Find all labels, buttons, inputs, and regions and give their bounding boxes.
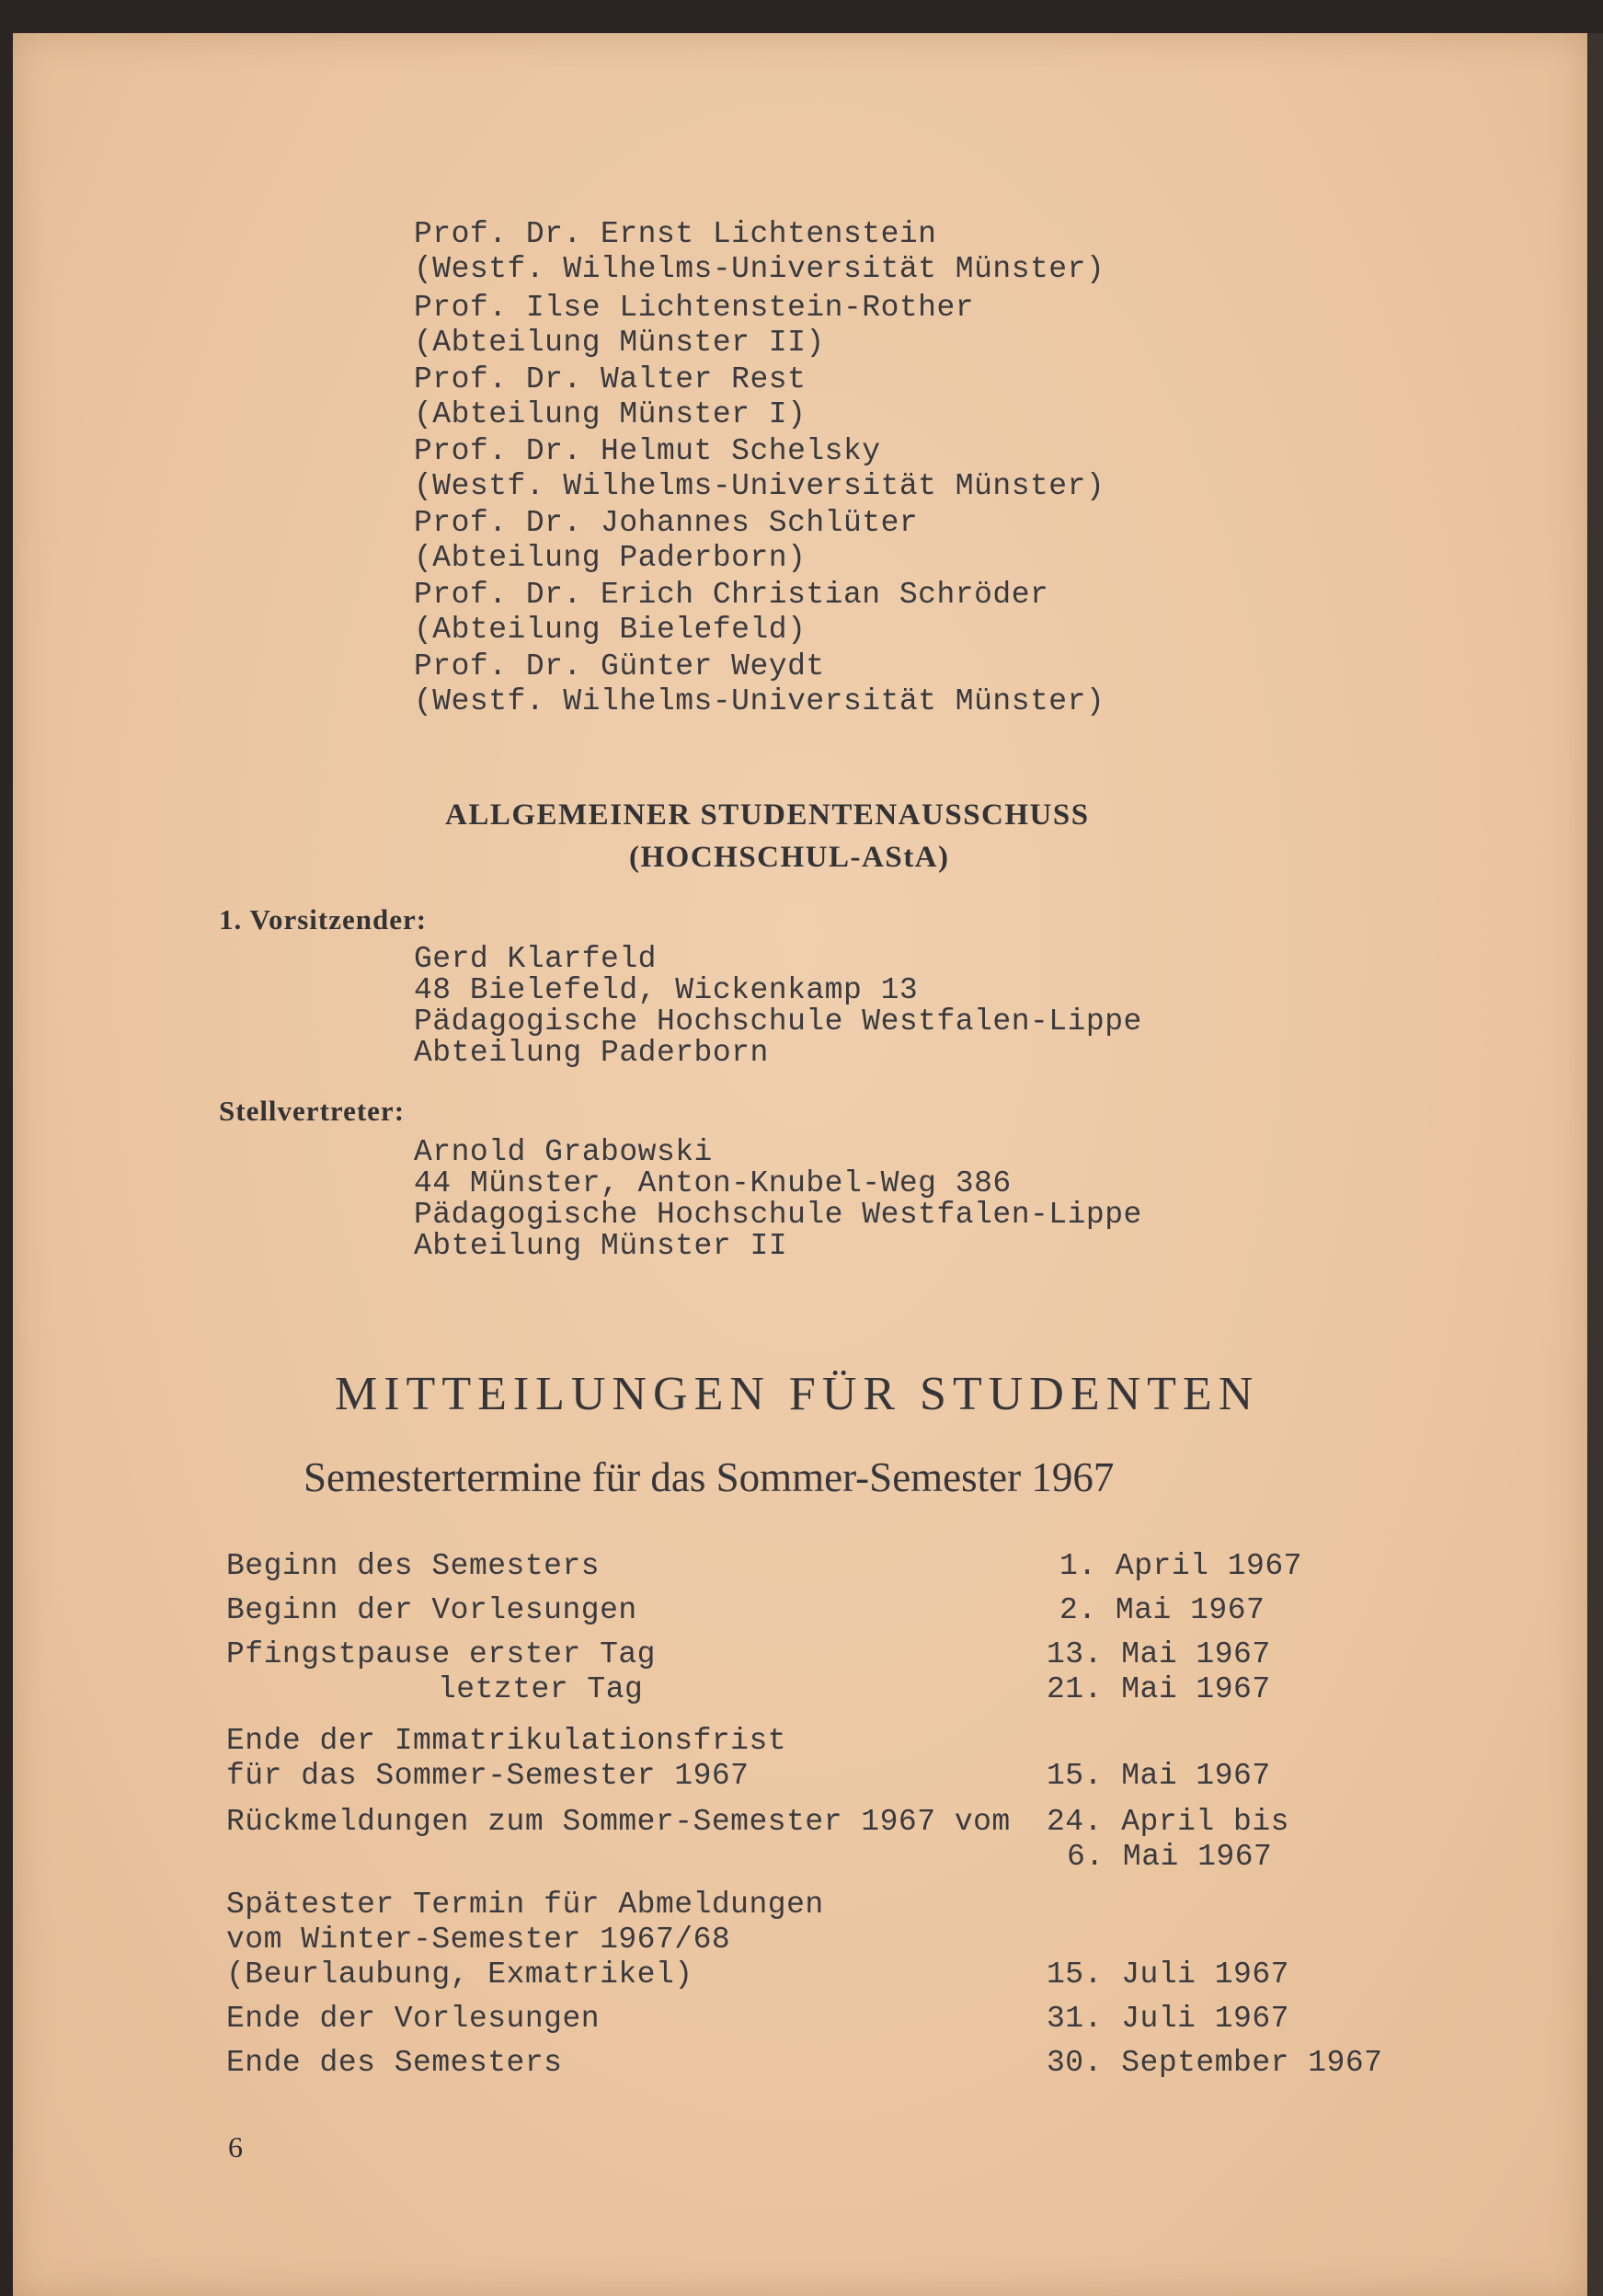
schedule-label: Rückmeldungen zum Sommer-Semester 1967 vom [226,1805,1011,1839]
schedule-date: 24. April bis [1047,1805,1289,1839]
professor-name: Prof. Dr. Ernst Lichtenstein [414,217,937,251]
schedule-label: Ende des Semesters [226,2046,563,2080]
notices-title: MITTEILUNGEN FÜR STUDENTEN [335,1368,1260,1420]
deputy-name: Arnold Grabowski [414,1135,713,1169]
professor-name: Prof. Dr. Erich Christian Schröder [414,578,1049,612]
asta-subtitle: (HOCHSCHUL-AStA) [629,841,950,874]
schedule-label: vom Winter-Semester 1967/68 [226,1923,731,1957]
schedule-date: 31. Juli 1967 [1047,2002,1289,2036]
chair-name: Gerd Klarfeld [414,942,657,976]
schedule-date: 15. Juli 1967 [1047,1957,1289,1992]
schedule-date: 21. Mai 1967 [1047,1672,1271,1706]
page-number: 6 [228,2130,243,2164]
schedule-label: letzter Tag [438,1672,644,1706]
professor-affiliation: (Abteilung Bielefeld) [414,613,807,647]
professor-affiliation: (Westf. Wilhelms-Universität Münster) [414,469,1105,503]
schedule-date: 2. Mai 1967 [1059,1593,1265,1627]
schedule-label: Spätester Termin für Abmeldungen [226,1888,824,1922]
deputy-institution: Pädagogische Hochschule Westfalen-Lippe [414,1198,1142,1232]
deputy-department: Abteilung Münster II [414,1229,788,1263]
chair-label: 1. Vorsitzender: [219,903,428,936]
notices-subtitle: Semestertermine für das Sommer-Semester 1967 [303,1454,1115,1500]
professor-affiliation: (Westf. Wilhelms-Universität Münster) [414,684,1105,718]
professor-name: Prof. Dr. Walter Rest [414,362,807,396]
schedule-label: (Beurlaubung, Exmatrikel) [226,1957,693,1992]
professor-name: Prof. Dr. Johannes Schlüter [414,506,919,540]
document-page [13,33,1587,2296]
schedule-label: für das Sommer-Semester 1967 [226,1759,750,1793]
schedule-label: Pfingstpause erster Tag [226,1637,656,1671]
schedule-date: 1. April 1967 [1059,1549,1302,1583]
professor-name: Prof. Ilse Lichtenstein-Rother [414,291,975,325]
chair-department: Abteilung Paderborn [414,1036,769,1070]
schedule-date: 30. September 1967 [1047,2046,1383,2080]
schedule-label: Ende der Vorlesungen [226,2002,601,2036]
schedule-date: 6. Mai 1967 [1067,1840,1273,1874]
chair-address: 48 Bielefeld, Wickenkamp 13 [414,973,919,1007]
professor-affiliation: (Abteilung Münster I) [414,397,807,431]
asta-title: ALLGEMEINER STUDENTENAUSSCHUSS [445,798,1090,832]
schedule-date: 15. Mai 1967 [1047,1759,1271,1793]
professor-name: Prof. Dr. Helmut Schelsky [414,434,881,468]
deputy-label: Stellvertreter: [219,1095,406,1127]
schedule-date: 13. Mai 1967 [1047,1637,1271,1671]
professor-affiliation: (Westf. Wilhelms-Universität Münster) [414,252,1105,286]
schedule-label: Beginn des Semesters [226,1549,601,1583]
deputy-address: 44 Münster, Anton-Knubel-Weg 386 [414,1166,1012,1200]
schedule-label: Ende der Immatrikulationsfrist [226,1724,787,1758]
chair-institution: Pädagogische Hochschule Westfalen-Lippe [414,1004,1142,1039]
professor-affiliation: (Abteilung Münster II) [414,326,825,360]
professor-name: Prof. Dr. Günter Weydt [414,649,825,683]
schedule-label: Beginn der Vorlesungen [226,1593,637,1627]
book-spine-shadow [1588,33,1603,2296]
professor-affiliation: (Abteilung Paderborn) [414,541,807,575]
